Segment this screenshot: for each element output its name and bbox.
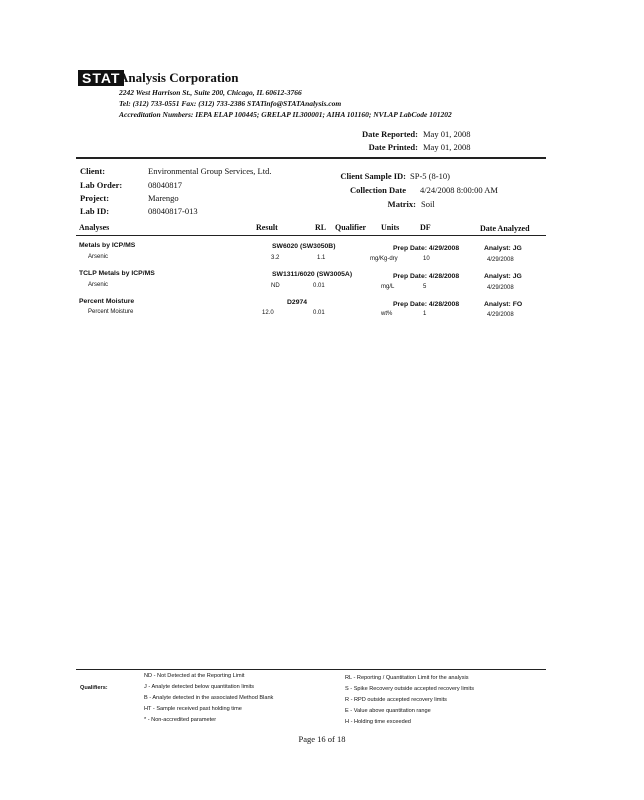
company-contact: Tel: (312) 733-0551 Fax: (312) 733-2386 STATinfo@STATAnalysis.com — [119, 99, 342, 108]
analyte-date: 4/29/2008 — [487, 257, 514, 263]
col-rl: RL — [315, 223, 327, 232]
footer-divider — [76, 669, 546, 670]
lab-order-label: Lab Order: — [80, 180, 123, 190]
analyte-result: 3.2 — [271, 255, 280, 261]
project-value: Marengo — [148, 193, 179, 203]
analyte-df: 10 — [423, 256, 430, 262]
analyte-date: 4/29/2008 — [487, 285, 514, 291]
group-prep-date: Prep Date: 4/29/2008 — [393, 245, 460, 252]
qualifier-note: ND - Not Detected at the Reporting Limit — [144, 673, 245, 679]
qualifier-note: J - Analyte detected below quantitation limits — [144, 684, 255, 690]
analyte-units: wt% — [381, 311, 393, 317]
col-df: DF — [420, 223, 431, 232]
qualifier-note: RL - Reporting / Quantitation Limit for the analysis — [345, 675, 469, 681]
group-method: D2974 — [287, 299, 308, 306]
lab-id-value: 08040817-013 — [148, 206, 198, 216]
analyte-units: mg/Kg-dry — [370, 256, 398, 262]
analyte-rl: 1.1 — [317, 255, 326, 261]
analyte-result: 12.0 — [262, 310, 274, 316]
group-analyst: Analyst: FO — [484, 301, 523, 308]
group-prep-date: Prep Date: 4/28/2008 — [393, 273, 460, 280]
client-label: Client: — [80, 166, 106, 176]
date-reported-value: May 01, 2008 — [423, 129, 471, 139]
group-name: TCLP Metals by ICP/MS — [79, 270, 155, 277]
group-method: SW1311/6020 (SW3005A) — [272, 271, 353, 278]
qualifier-note: HT - Sample received past holding time — [144, 706, 242, 712]
qualifiers-label: Qualifiers: — [80, 685, 108, 691]
lab-order-value: 08040817 — [148, 180, 182, 190]
date-reported-label: Date Reported: — [362, 129, 418, 139]
col-date-analyzed: Date Analyzed — [480, 224, 530, 233]
group-analyst: Analyst: JG — [484, 245, 522, 252]
analyte-date: 4/29/2008 — [487, 312, 514, 318]
group-prep-date: Prep Date: 4/28/2008 — [393, 301, 460, 308]
analyte-df: 5 — [423, 284, 427, 290]
matrix-label: Matrix: — [387, 199, 416, 209]
col-units: Units — [381, 223, 400, 232]
analyte-result: ND — [271, 283, 280, 289]
analyte-name: Percent Moisture — [88, 309, 134, 315]
date-printed-value: May 01, 2008 — [423, 142, 471, 152]
qualifier-note: E - Value above quantitation range — [345, 708, 431, 714]
table-header-divider — [76, 235, 546, 236]
group-name: Percent Moisture — [79, 298, 135, 305]
collection-date-value: 4/24/2008 8:00:00 AM — [420, 185, 498, 195]
analyte-units: mg/L — [381, 284, 395, 290]
page-number: Page 16 of 18 — [298, 734, 346, 744]
matrix-value: Soil — [421, 199, 435, 209]
client-sample-id-value: SP-5 (8-10) — [410, 171, 450, 181]
group-method: SW6020 (SW3050B) — [272, 243, 336, 250]
col-qualifier: Qualifier — [335, 223, 367, 232]
qualifier-note: B - Analyte detected in the associated Method Blank — [144, 695, 274, 701]
col-result: Result — [256, 223, 278, 232]
client-sample-id-label: Client Sample ID: — [340, 171, 406, 181]
col-analyses: Analyses — [79, 223, 110, 232]
analyte-name: Arsenic — [88, 282, 109, 288]
analyte-rl: 0.01 — [313, 310, 325, 316]
qualifier-note: S - Spike Recovery outside accepted recovery limits — [345, 686, 475, 692]
date-printed-label: Date Printed: — [368, 142, 418, 152]
project-label: Project: — [80, 193, 110, 203]
analyte-name: Arsenic — [88, 254, 109, 260]
company-address: 2242 West Harrison St., Suite 200, Chicago, IL 60612-3766 — [119, 88, 302, 97]
qualifier-note: * - Non-accredited parameter — [144, 717, 217, 723]
analyte-df: 1 — [423, 311, 427, 317]
lab-id-label: Lab ID: — [80, 206, 110, 216]
qualifier-note: R - RPD outside accepted recovery limits — [345, 697, 447, 703]
header-divider — [76, 157, 546, 159]
analyte-rl: 0.01 — [313, 283, 325, 289]
collection-date-label: Collection Date — [350, 185, 406, 195]
group-analyst: Analyst: JG — [484, 273, 522, 280]
stat-logo: STAT — [78, 70, 124, 86]
company-name: Analysis Corporation — [119, 70, 239, 85]
group-name: Metals by ICP/MS — [79, 242, 136, 249]
client-value: Environmental Group Services, Ltd. — [148, 166, 272, 176]
qualifier-note: H - Holding time exceeded — [345, 719, 411, 725]
accreditation-numbers: Accreditation Numbers: IEPA ELAP 100445; GRELAP IL300001; AIHA 101160; NVLAP LabCode 101202 — [119, 110, 452, 119]
